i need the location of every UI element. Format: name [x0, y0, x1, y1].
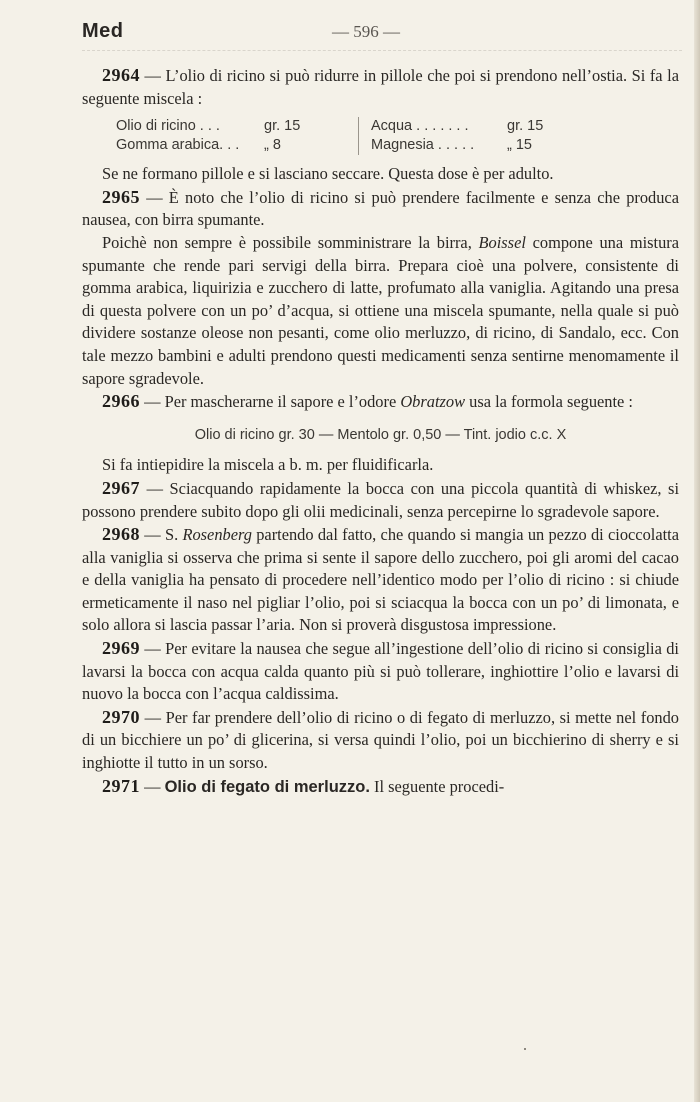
paragraph: Se ne formano pillole e si lasciano seccare. Questa dose è per adulto.	[102, 164, 554, 184]
page-number: — 596 —	[332, 22, 400, 41]
entry-2966: 2966 — Per mascherarne il sapore e l’odore Obratzow usa la formola seguente :	[102, 391, 633, 412]
entry-text: Il seguente procedi-	[374, 776, 505, 796]
header-rule	[82, 50, 682, 51]
entry-text: Per far prendere dell’olio di ricino o di fegato di merluzzo, si mette nel fondo di un bicchiere un po’ di glicerina, si versa quindi l’olio, poi un bicchierino di sherry e si inghiotte il tutto in un sorso.	[82, 707, 680, 773]
entry-2968: 2968 — S. Rosenberg partendo dal fatto, che quando si mangia un pezzo di cioccolatta alla vaniglia si osserva che prima si sente il sapore dello zucchero, poi gli aromi del cacao e della vaniglia ha pensato di procedere nell’identico modo per l’olio di ricino : si chiude ermeticamente il naso nel pigliar l’olio, poi si sciacqua la bocca con un po’ di limonata, e solo allora si lascia passar l’aria. Non si proverà disgustosa impressione.	[82, 524, 679, 635]
paragraph: Si fa intiepidire la miscela a b. m. per fluidificarla.	[102, 455, 434, 475]
author-name: Obratzow	[400, 392, 466, 412]
page-edge	[694, 0, 700, 1102]
entry-number: 2964	[102, 65, 140, 85]
entry-number: 2965	[102, 186, 140, 207]
entry-number: 2968	[102, 524, 140, 545]
recipe-row: Gomma arabica. . . „ 8 Magnesia . . . . . „ 15	[116, 137, 532, 154]
recipe-row: Olio di ricino . . . gr. 15 Acqua . . . . . . . gr. 15	[116, 118, 544, 135]
section-title: Med	[82, 20, 124, 42]
running-header	[82, 20, 682, 46]
ink-speck	[524, 1048, 526, 1050]
page-body	[82, 64, 679, 798]
entry-2967: 2967 — Sciacquando rapidamente la bocca con una piccola quantità di whiskez, si possono prendere subito dopo gli olii medicinali, senza percepirne lo sgradevole sapore.	[82, 477, 679, 521]
entry-number: 2970	[102, 706, 140, 727]
entry-number: 2971	[102, 775, 140, 796]
recipe-table	[116, 117, 543, 155]
entry-2970: 2970 — Per far prendere dell’olio di ricino o di fegato di merluzzo, si mette nel fondo di un bicchiere un po’ di glicerina, si versa quindi l’olio, poi un bicchierino di sherry e si inghiotte il tutto in un sorso.	[82, 706, 680, 773]
author-name: Rosenberg	[182, 525, 252, 545]
paragraph: Poichè non sempre è possibile somministrare la birra, Boissel compone una mistura spumante che rende pari servigi della birra. Prepara cioè una polvere, consistente di gomma arabica, liquirizia e zucchero di latte, profumato alla vaniglia. Agitando una presa di questa polvere con un po’ d’acqua, si ottiene una miscela spumante, nella quale si può dividere sostanze oleose non pesanti, come olio merluzzo, di ricino, di Sandalo, ecc. Con tale mezzo bambini e adulti prendono questi medicamenti senza sentirne menomamente il sapore sgradevole.	[82, 232, 680, 388]
entry-2965: 2965 — È noto che l’olio di ricino si può prendere facilmente e senza che produca nausea, con birra spumante.	[82, 186, 679, 230]
entry-number: 2967	[102, 477, 140, 498]
entry-number: 2966	[102, 391, 140, 412]
entry-2969: 2969 — Per evitare la nausea che segue all’ingestione dell’olio di ricino si consiglia di lavarsi la bocca con acqua calda quanto più si può tollerare, inghiottire l’olio e lavarsi di nuovo la bocca con l’acqua caldissima.	[82, 638, 679, 704]
entry-text: È noto che l’olio di ricino si può prendere facilmente e senza che produca nausea, con birra spumante.	[82, 187, 679, 230]
author-name: Boissel	[478, 232, 526, 252]
entry-heading: Olio di fegato di merluzzo.	[164, 777, 370, 796]
formula: Olio di ricino gr. 30 — Mentolo gr. 0,50 — Tint. jodio c.c. X	[194, 426, 567, 443]
entry-text: L’olio di ricino si può ridurre in pillole che poi si prendono nell’ostia. Si fa la seguente miscela :	[82, 66, 679, 108]
entry-text: Sciacquando rapidamente la bocca con una piccola quantità di whiskez, si possono prendere subito dopo gli olii medicinali, senza percepirne lo sgradevole sapore.	[82, 478, 679, 521]
entry-2971: 2971 — Olio di fegato di merluzzo. Il seguente procedi-	[102, 775, 505, 796]
entry-text: Per evitare la nausea che segue all’ingestione dell’olio di ricino si consiglia di lavarsi la bocca con acqua calda quanto più si può tollerare, inghiottire l’olio e lavarsi di nuovo la bocca con l’acqua caldissima.	[82, 639, 679, 704]
entry-2964: 2964 — L’olio di ricino si può ridurre in pillole che poi si prendono nell’ostia. Si fa la seguente miscela :	[82, 65, 679, 108]
entry-number: 2969	[102, 638, 140, 659]
